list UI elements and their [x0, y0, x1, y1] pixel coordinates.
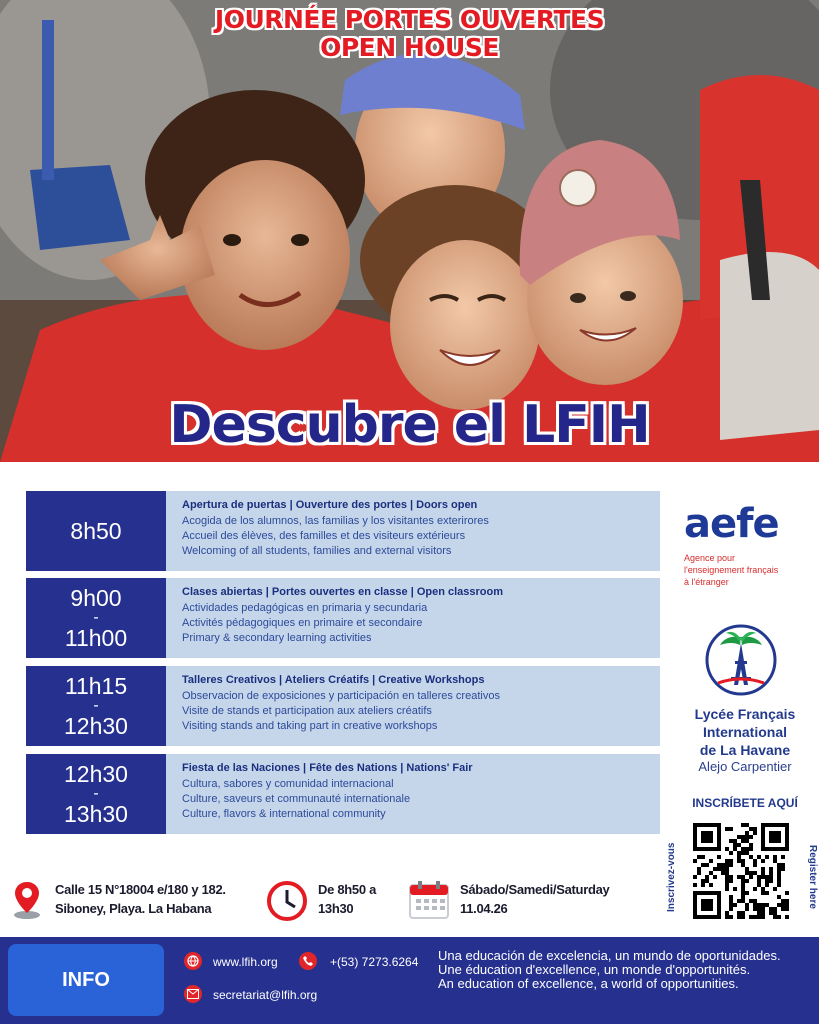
time-start: 8h50: [70, 518, 122, 544]
mail-icon: [184, 985, 202, 1003]
aefe-tag-line: à l'étranger: [684, 577, 729, 587]
schedule-title: Talleres Creativos | Ateliers Créatifs | Creative Workshops: [182, 674, 485, 686]
schedule-line-en: Visiting stands and taking part in creative workshops: [182, 720, 438, 732]
schedule-title: Fiesta de las Naciones | Fête des Nations | Nations' Fair: [182, 762, 473, 774]
time-end: 12h30: [64, 713, 128, 739]
event-details: [0, 874, 670, 926]
register-vertical-en: Register here: [807, 845, 818, 909]
open-house-title-fr: JOURNÉE PORTES OUVERTES: [214, 5, 605, 34]
phone-link[interactable]: +(53) 7273.6264: [330, 955, 419, 969]
address-line: Siboney, Playa. La Habana: [55, 901, 212, 916]
slogan-fr: Une éducation d'excellence, un monde d'opportunités.: [438, 962, 751, 977]
lycee-subtitle: Alejo Carpentier: [698, 759, 792, 774]
slogan: [438, 949, 814, 991]
time-start: 9h00: [70, 585, 122, 611]
schedule-line-es: Observacion de exposiciones y participación en talleres creativos: [182, 690, 500, 702]
open-house-title: [0, 6, 819, 62]
lycee-name-line: Lycée Français: [694, 706, 796, 722]
email-link[interactable]: secretariat@lfih.org: [213, 988, 318, 1002]
register-heading: INSCRÍBETE AQUÍ: [692, 796, 798, 810]
schedule-line-en: Welcoming of all students, families and external visitors: [182, 545, 452, 557]
time-start: 12h30: [64, 761, 128, 787]
schedule-title: Clases abiertas | Portes ouvertes en classe | Open classroom: [182, 586, 504, 598]
schedule-time: [26, 578, 166, 658]
schedule-line-fr: Culture, saveurs et communauté internationale: [182, 793, 411, 805]
open-house-title-en: OPEN HOUSE: [320, 33, 499, 62]
qr-code-icon[interactable]: [693, 823, 789, 919]
schedule-details: [166, 578, 660, 658]
schedule-line-fr: Visite de stands et participation aux ateliers créatifs: [182, 705, 432, 717]
schedule-line-es: Actividades pedagógicas en primaria y secundaria: [182, 602, 428, 614]
clock-icon: [266, 880, 308, 922]
schedule-title: Apertura de puertas | Ouverture des portes | Doors open: [182, 499, 478, 511]
website-link[interactable]: www.lfih.org: [213, 955, 278, 969]
slogan-en: An education of excellence, a world of opportunities.: [438, 976, 739, 991]
schedule-row: [26, 666, 660, 746]
aefe-tagline: [684, 552, 814, 588]
discover-heading: Descubre el LFIH: [169, 395, 650, 455]
lycee-name-line: de La Havane: [699, 742, 791, 758]
schedule-time: [26, 754, 166, 834]
schedule-line-en: Primary & secondary learning activities: [182, 632, 372, 644]
hours-line: 13h30: [318, 901, 354, 916]
calendar-icon: [408, 880, 450, 920]
time-dash: -: [93, 697, 99, 714]
aefe-tag-line: l'enseignement français: [684, 565, 779, 575]
globe-icon: [184, 952, 202, 970]
date: [460, 880, 609, 918]
hero-photo: [0, 0, 819, 462]
address: [55, 880, 226, 918]
aefe-tag-line: Agence pour: [684, 553, 736, 563]
time-end: 11h00: [64, 625, 128, 651]
register-vertical-fr: Inscrivez-vous: [666, 842, 677, 912]
schedule-details: [166, 666, 660, 746]
schedule-line-es: Acogida de los alumnos, las familias y los visitantes exterirores: [182, 515, 489, 527]
location-pin-icon: [12, 880, 42, 920]
schedule-line-en: Culture, flavors & international community: [182, 808, 386, 820]
schedule-details: [166, 754, 660, 834]
schedule-line-es: Cultura, sabores y comunidad internacional: [182, 778, 394, 790]
date-value: 11.04.26: [460, 901, 508, 916]
lycee-name-line: International: [702, 724, 787, 740]
time-end: 13h30: [64, 801, 128, 827]
time-start: 11h15: [64, 673, 128, 699]
address-line: Calle 15 N°18004 e/180 y 182.: [55, 882, 226, 897]
schedule-line-fr: Activités pédagogiques en primaire et secondaire: [182, 617, 423, 629]
lycee-name-block: [672, 705, 818, 775]
info-button[interactable]: INFO: [8, 944, 164, 1016]
schedule-line-fr: Accueil des élèves, des familles et des visiteurs extérieurs: [182, 530, 466, 542]
aefe-wordmark: aefe: [684, 501, 779, 547]
phone-icon: [299, 952, 317, 970]
aefe-logo: [684, 502, 814, 588]
hours: [318, 880, 376, 918]
schedule-time: [26, 666, 166, 746]
slogan-es: Una educación de excelencia, un mundo de oportunidades.: [438, 948, 781, 963]
schedule-row: [26, 491, 660, 571]
time-dash: -: [93, 609, 99, 626]
schedule-row: [26, 578, 660, 658]
time-dash: -: [93, 785, 99, 802]
schedule-row: [26, 754, 660, 834]
palm-eiffel-logo-icon: [704, 623, 778, 697]
footer: [0, 937, 819, 1024]
schedule-details: [166, 491, 660, 571]
hours-line: De 8h50 a: [318, 882, 377, 897]
schedule-time: [26, 491, 166, 571]
date-day: Sábado/Samedi/Saturday: [460, 882, 610, 897]
